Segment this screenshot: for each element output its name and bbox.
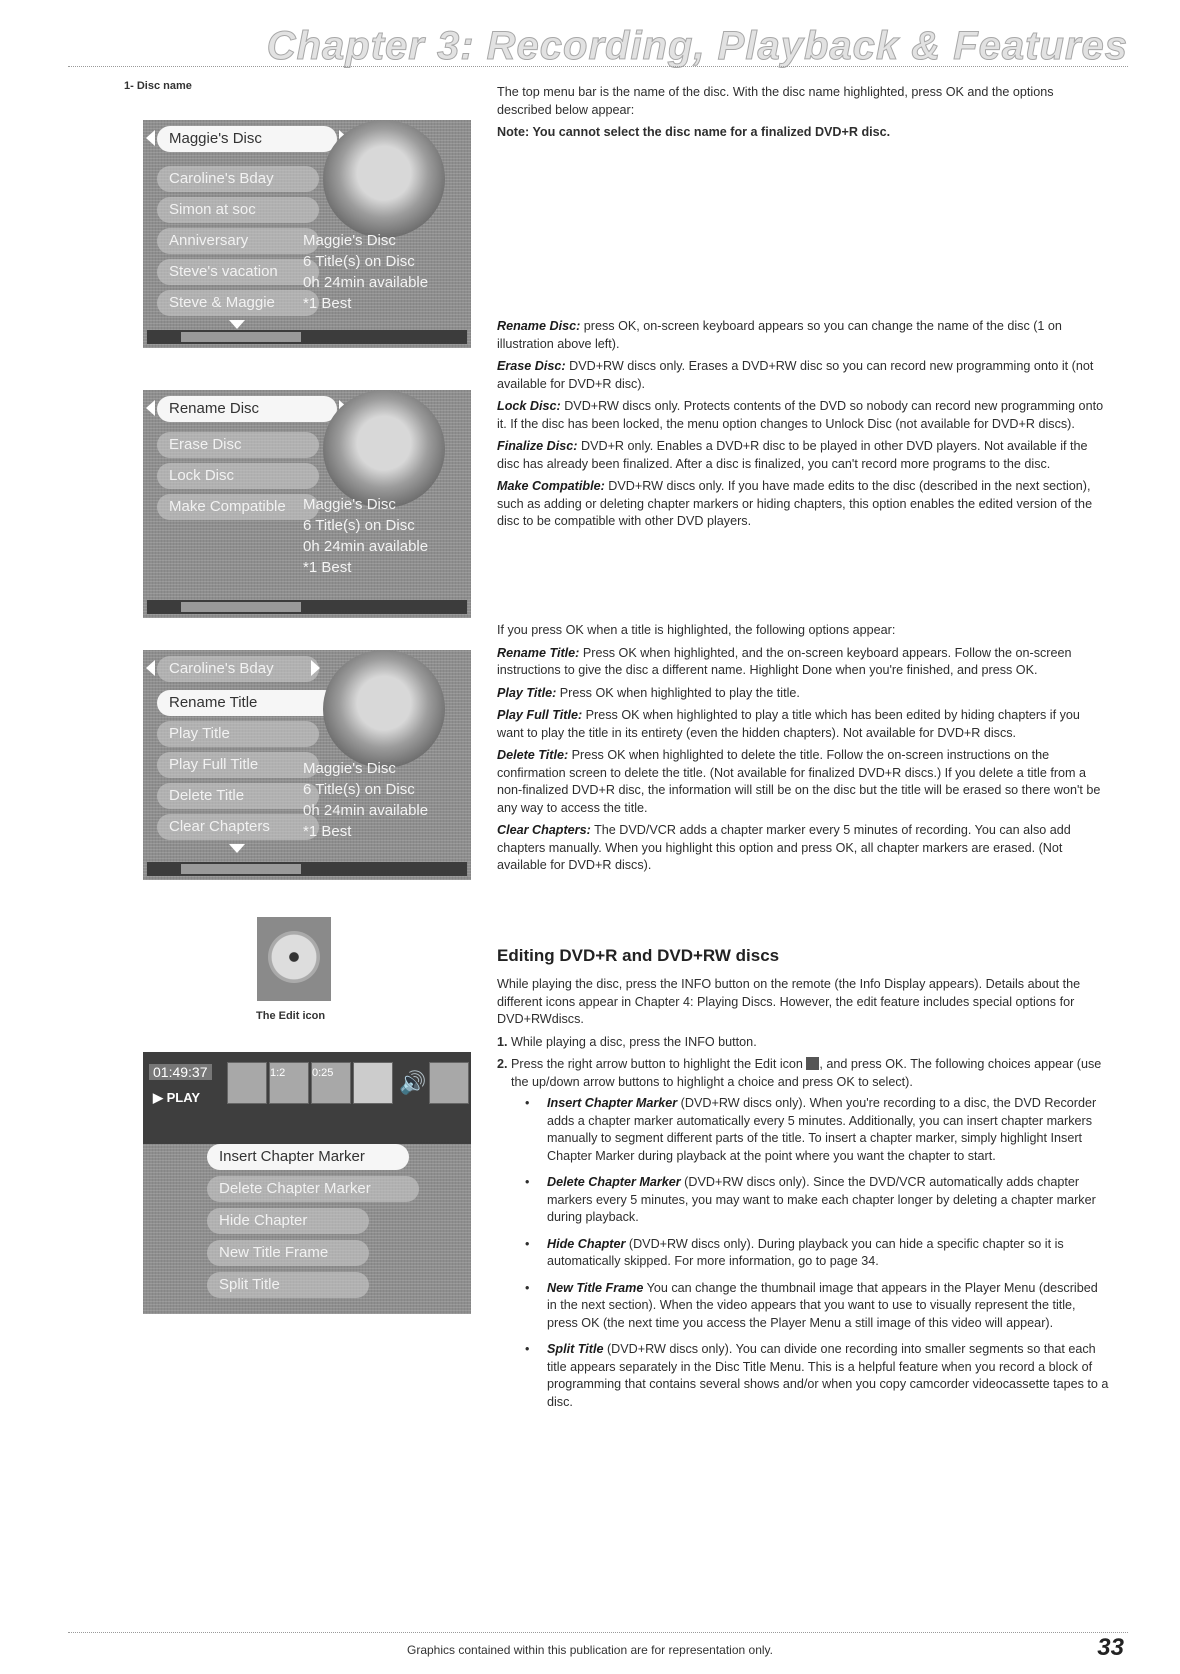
option-term: Delete Title:	[497, 748, 569, 762]
header-rule	[68, 66, 1128, 67]
option-text: (DVD+RW discs only). Since the DVD/VCR automatically adds chapter markers every 5 minutes, you may want to make each chapter longer by deleting a chapter marker during playback.	[547, 1175, 1096, 1224]
rename-disc-item[interactable]: Rename Disc	[157, 396, 337, 422]
title-item[interactable]: Simon at soc	[157, 197, 319, 223]
option-item[interactable]: Clear Chapters	[157, 814, 319, 840]
disc-option	[497, 398, 1109, 433]
disc-info-titles: 6 Title(s) on Disc	[303, 781, 415, 798]
bullet: •	[525, 1236, 530, 1251]
title-option	[497, 707, 1109, 742]
disc-info-name: Maggie's Disc	[303, 496, 396, 513]
left-arrow-icon	[146, 400, 155, 416]
title-intro: If you press OK when a title is highlighted, the following options appear:	[497, 623, 896, 637]
option-text: Press OK when highlighted to delete the title. Follow the on-screen instructions on the confirmation screen to delete the title. (Not available for finalized DVD+R discs.) If you delete a title from a non-finalized DVD+R disc, the information will still be on the disc but the title will be erased so there won't be any way to access the title.	[497, 748, 1101, 815]
play-label: PLAY	[166, 1090, 201, 1105]
bullet: •	[525, 1342, 530, 1356]
scrollbar[interactable]	[147, 330, 467, 344]
title-item[interactable]: Steve & Maggie	[157, 290, 319, 316]
option-term: Clear Chapters:	[497, 823, 591, 837]
baby-thumbnail	[323, 390, 445, 508]
step-text: While playing a disc, press the INFO button.	[511, 1034, 757, 1049]
down-arrow-icon	[229, 844, 245, 853]
option-text: DVD+RW discs only. Erases a DVD+RW disc so you can record new programming onto it (not available for DVD+R disc).	[497, 359, 1094, 391]
disc-info	[303, 494, 428, 578]
footer-rule	[68, 1632, 1128, 1633]
disc-tile[interactable]	[429, 1062, 469, 1104]
edit-option	[511, 1174, 1109, 1227]
steps-list	[497, 1034, 1109, 1412]
down-arrow-icon	[229, 320, 245, 329]
title-item[interactable]: Anniversary	[157, 228, 319, 254]
bullet: •	[525, 1096, 530, 1110]
disc-info-name: Maggie's Disc	[303, 232, 396, 249]
scrollbar-thumb[interactable]	[181, 864, 301, 874]
option-text: You can change the thumbnail image that appears in the Player Menu (described in the next section). When the video appears that you want to use to visually represent the title, press OK (the next time you access the Player Menu a still image of this video will appear).	[547, 1280, 1098, 1330]
edit-option-item[interactable]: Hide Chapter	[207, 1208, 369, 1234]
editing-block	[497, 976, 1109, 1420]
disc-menu-screen	[143, 120, 471, 348]
left-arrow-icon	[146, 130, 155, 146]
disc-options-screen	[143, 390, 471, 618]
title-option	[497, 685, 1109, 703]
right-arrow-icon	[311, 660, 320, 676]
option-item[interactable]: Make Compatible	[157, 494, 319, 520]
option-text: (DVD+RW discs only). During playback you can hide a specific chapter so it is automatically skipped. For more information, go to page 34.	[547, 1236, 1064, 1268]
option-text: DVD+RW discs only. Protects contents of the DVD so nobody can record new programming onto it. If the disc has been locked, the menu option changes to Unlock Disc (not available for DVD+R discs).	[497, 399, 1104, 431]
title-option	[497, 822, 1109, 875]
option-term: Lock Disc:	[497, 399, 561, 413]
edit-option	[511, 1280, 1109, 1333]
intro-paragraph: The top menu bar is the name of the disc. With the disc name highlighted, press OK and the options described below appear:	[497, 85, 1054, 117]
tile-icon[interactable]	[227, 1062, 267, 1104]
step-number: 1.	[497, 1034, 508, 1049]
section-heading: Editing DVD+R and DVD+RW discs	[497, 946, 780, 965]
edit-option-item[interactable]: Split Title	[207, 1272, 369, 1298]
option-text: The DVD/VCR adds a chapter marker every 5 minutes of recording. You can also add chapters manually. When you highlight this option and press OK, all chapter markers are erased. (Not available for DVD+R discs).	[497, 823, 1071, 872]
disc-info-quality: *1 Best	[303, 559, 352, 576]
counter-value: 0:25	[312, 1067, 334, 1079]
option-term: Rename Title:	[497, 645, 580, 660]
disc-options-block	[497, 318, 1109, 536]
edit-options-list	[511, 1095, 1109, 1411]
option-item[interactable]: Lock Disc	[157, 463, 319, 489]
disc-name-item[interactable]: Maggie's Disc	[157, 126, 337, 152]
chapter-title: Chapter 3: Recording, Playback & Features	[266, 24, 1128, 68]
option-item[interactable]: Erase Disc	[157, 432, 319, 458]
option-term: Finalize Disc:	[497, 439, 578, 453]
editing-intro: While playing the disc, press the INFO button on the remote (the Info Display appears). Details about the different icons appear in Chapter 4: Playing Discs. However, the edit feature includes special options for DVD+RWdiscs.	[497, 977, 1081, 1026]
disc-option	[497, 438, 1109, 473]
chapter-value: 1:2	[270, 1067, 286, 1079]
edit-icon	[806, 1057, 819, 1070]
scrollbar-thumb[interactable]	[181, 332, 301, 342]
option-term: Play Title:	[497, 685, 557, 700]
option-term: Play Full Title:	[497, 708, 583, 722]
edit-menu-screen	[143, 1052, 471, 1314]
title-options-block	[497, 622, 1109, 880]
disc-info	[303, 230, 428, 314]
info-display-bar	[143, 1052, 471, 1144]
disc-info-available: 0h 24min available	[303, 274, 429, 291]
disc-info	[303, 758, 428, 842]
title-item[interactable]: Caroline's Bday	[157, 166, 319, 192]
edit-option	[511, 1095, 1109, 1165]
intro-block	[497, 84, 1109, 147]
scrollbar-thumb[interactable]	[181, 602, 301, 612]
edit-option	[511, 1341, 1109, 1411]
time-display: 01:49:37	[149, 1064, 212, 1080]
option-text: DVD+RW discs only. If you have made edits to the disc (described in the next section), such as adding or deleting chapter markers or hiding chapters, this option enables the edited version of the disc to be compatible with other DVD players.	[497, 479, 1093, 528]
edit-icon	[257, 917, 331, 1001]
chapter-tile[interactable]	[269, 1062, 309, 1104]
disc-info-available: 0h 24min available	[303, 538, 429, 555]
disc-info-available: 0h 24min available	[303, 802, 429, 819]
disc-info-name: Maggie's Disc	[303, 760, 396, 777]
audio-icon[interactable]: 🔊	[399, 1070, 427, 1095]
bullet: •	[525, 1280, 530, 1295]
step-text: , and press OK. The following choices appear (use the up/down arrow buttons to highlight a choice and press OK to select).	[511, 1057, 1102, 1089]
edit-option-item[interactable]: New Title Frame	[207, 1240, 369, 1266]
option-term: New Title Frame	[547, 1280, 644, 1295]
option-term: Insert Chapter Marker	[547, 1096, 678, 1110]
step-text: Press the right arrow button to highlight the Edit icon	[511, 1057, 803, 1071]
edit-option	[511, 1236, 1109, 1271]
disc-option	[497, 478, 1109, 531]
option-term: Split Title	[547, 1342, 604, 1356]
baby-thumbnail	[323, 650, 445, 768]
edit-icon-caption: The Edit icon	[256, 1010, 326, 1022]
title-options-screen	[143, 650, 471, 880]
option-text: press OK, on-screen keyboard appears so you can change the name of the disc (1 on illustration above left).	[497, 319, 1062, 351]
option-term: Erase Disc:	[497, 359, 566, 373]
rename-title-item[interactable]: Rename Title	[157, 690, 337, 716]
figure1-caption: 1- Disc name	[124, 80, 192, 92]
option-item[interactable]: Play Full Title	[157, 752, 319, 778]
option-term: Make Compatible:	[497, 479, 605, 493]
option-term: Hide Chapter	[547, 1236, 626, 1251]
insert-chapter-marker-item[interactable]: Insert Chapter Marker	[207, 1144, 409, 1170]
option-text: (DVD+RW discs only). You can divide one recording into smaller segments so that each title appears separately in the Disc Title Menu. This is a helpful feature when you record a block of programming that contains several shows and/or when you copy camcorder videocassette tapes to a disc.	[547, 1342, 1109, 1409]
disc-info-titles: 6 Title(s) on Disc	[303, 517, 415, 534]
disc-info-titles: 6 Title(s) on Disc	[303, 253, 415, 270]
title-item[interactable]: Steve's vacation	[157, 259, 319, 285]
option-item[interactable]: Delete Title	[157, 783, 319, 809]
left-arrow-icon	[146, 660, 155, 676]
option-item[interactable]: Play Title	[157, 721, 319, 747]
option-text: Press OK when highlighted to play the title.	[556, 685, 800, 700]
scrollbar[interactable]	[147, 600, 467, 614]
baby-thumbnail	[323, 120, 445, 238]
disc-icon	[268, 931, 320, 983]
option-text: Press OK when highlighted to play a title which has been edited by hiding chapters if you want to play the title in its entirety (even the hidden chapters). Not available for DVD+R discs.	[497, 708, 1080, 740]
scrollbar[interactable]	[147, 862, 467, 876]
edit-option-item[interactable]: Delete Chapter Marker	[207, 1176, 419, 1202]
counter-tile[interactable]	[311, 1062, 351, 1104]
option-text: Press OK when highlighted, and the on-screen keyboard appears. Follow the on-screen instructions to give the disc a different name. Highlight Done when you're finished, and press OK.	[497, 645, 1072, 677]
option-term: Delete Chapter Marker	[547, 1175, 681, 1189]
disc-info-quality: *1 Best	[303, 823, 352, 840]
step	[497, 1056, 1109, 1411]
step-number: 2.	[497, 1057, 508, 1071]
disc-info-quality: *1 Best	[303, 295, 352, 312]
play-status: ▶ PLAY	[153, 1090, 201, 1105]
option-term: Rename Disc:	[497, 319, 581, 333]
edit-icon-tile[interactable]	[353, 1062, 393, 1104]
title-option	[497, 645, 1109, 680]
option-text: (DVD+RW discs only). When you're recording to a disc, the DVD Recorder adds a chapter marker automatically every 5 minutes. Additionally, you can insert chapter markers manually to segment different parts of the title. To insert a chapter marker, simply highlight Insert Chapter Marker during playback at the point where you want the chapter to start.	[547, 1096, 1097, 1163]
note: Note: You cannot select the disc name for a finalized DVD+R disc.	[497, 125, 891, 139]
page-number: 33	[1097, 1634, 1124, 1661]
disc-option	[497, 358, 1109, 393]
option-text: DVD+R only. Enables a DVD+R disc to be played in other DVD players. Not available if the disc has already been finalized. After a disc is finalized, you can't record more programs to the disc.	[497, 439, 1088, 471]
footer-text: Graphics contained within this publication are for representation only.	[407, 1643, 773, 1657]
title-item[interactable]: Caroline's Bday	[157, 656, 319, 682]
step	[497, 1034, 1109, 1052]
bullet: •	[525, 1175, 530, 1189]
title-option	[497, 747, 1109, 817]
disc-option	[497, 318, 1109, 353]
